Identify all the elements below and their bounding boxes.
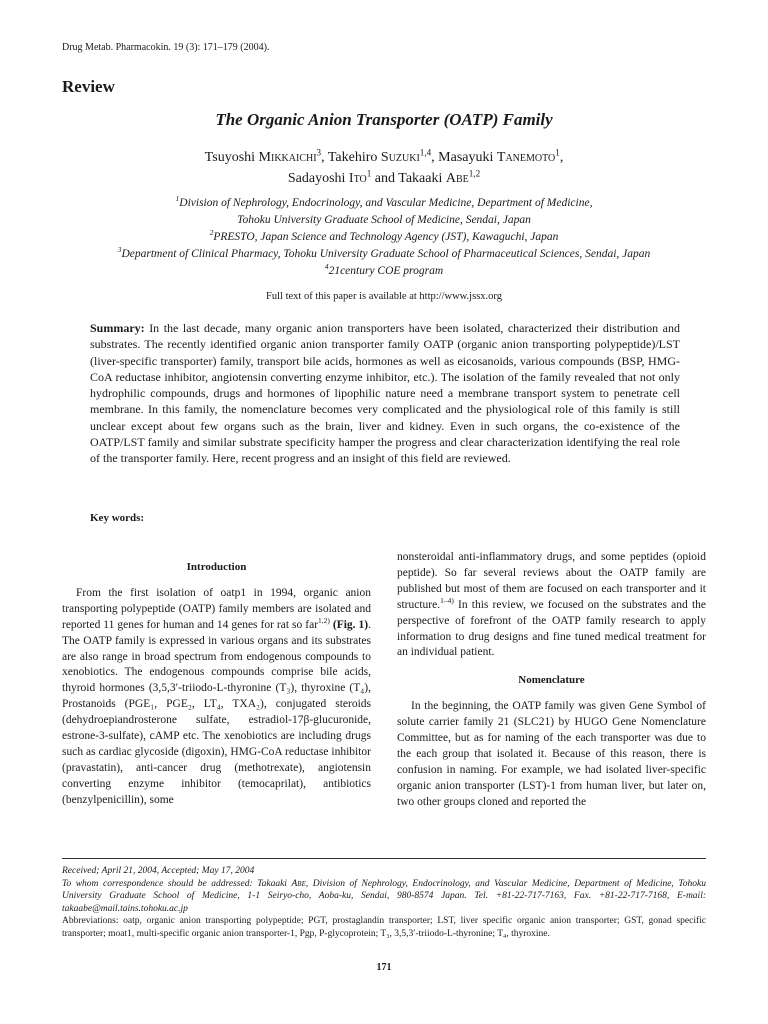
fulltext-notice: Full text of this paper is available at http://www.jssx.org bbox=[266, 291, 502, 302]
footnote-divider bbox=[62, 858, 706, 859]
author-family: Suzuki bbox=[380, 150, 420, 165]
nomenclature-paragraph: In the beginning, the OATP family was given Gene Symbol of solute carrier family 21 (SLC21) by HUGO Gene Nomenclature Committee, but as for naming of the each transporter was due to the each group that isolated it. Because of this reason, there is confusion in naming. For example, we had isolated liver-specific organic anion transporter (LST)-1 from human liver, but later on, two other groups cloned and reported the bbox=[397, 700, 706, 808]
citation-ref: 1–4) bbox=[440, 595, 454, 605]
author-sup: 1,2 bbox=[468, 168, 481, 179]
correspondence bbox=[62, 878, 706, 916]
right-column bbox=[397, 550, 706, 811]
author-given: Takaaki bbox=[398, 171, 446, 186]
author-given: Sadayoshi bbox=[287, 171, 349, 186]
author-family: Mikkaichi bbox=[258, 150, 317, 165]
author-family: Abe bbox=[445, 171, 469, 186]
summary-text: In the last decade, many organic anion transporters have been isolated, characterized their distribution and substrates. The recently identified organic anion transporter family OATP (organic anion transporting polypeptide)/LST (liver-specific transporter) family, transport bile acids, hormones as well as eicosanoids, various compounds (BSP, HMG-CoA reductase inhibitor, angiotensin converting enzyme inhibitor, etc.). The isolation of the family revealed that not only hydrophilic compounds, drugs and hormones of lipophilic nature need a membrane transport system to penetrate cell membrane. In this family, the nomenclature becomes very complicated and the physiological role of this family is still unclear except about few organs such as the brain, liver and kidney. Even in such organs, the co-existence of the OATP/LST family and similar substrate specificity hamper the progress and clear characterization identifying the real role of the transporter family. Here, recent progress and an insight of this field are reviewed. bbox=[90, 321, 680, 466]
correspondence-family: Abe bbox=[291, 878, 306, 889]
author-line-2 bbox=[0, 168, 768, 187]
affiliation-text: 21century COE program bbox=[328, 265, 444, 277]
summary-label: Summary: bbox=[90, 321, 145, 335]
left-column bbox=[62, 560, 371, 809]
author-sup: 3 bbox=[316, 147, 322, 158]
intro-text: In this review, we focused on the substrates and the perspective of forefront of the OATP family research to apply information to drug designs and fine tuned medical treatment for an individual patient. bbox=[397, 598, 706, 659]
journal-citation: Drug Metab. Pharmacokin. 19 (3): 171–179 (2004). bbox=[62, 42, 270, 53]
received-dates: Received; April 21, 2004, Accepted; May 17, 2004 bbox=[62, 866, 255, 876]
affiliation bbox=[0, 229, 768, 246]
correspondence-label: To whom correspondence should be addressed bbox=[62, 878, 250, 889]
intro-continued-paragraph bbox=[397, 550, 706, 661]
figure-ref: (Fig. 1) bbox=[329, 618, 369, 631]
intro-text: . The OATP family is expressed in various organs and its substrates are also range in broad spectrum from endogenous compounds to xenobiotics. The endogenous compounds comprise bile acids, thyroid hormones (3,5,3′-triiodo-L-thyronine (T₃), thyroxine (T₄), Prostanoids (PGE₁, PGE₂, LT₄, TXA₂), conjugated steroids (dehydroepiandrosterone sulfate, estradiol-17β-glucuronide, estrone-3-sulfate), cAMP etc. The xenobiotics are including drugs such as cardiac glycoside (digoxin), HMG-CoA reductase inhibitor (pravastatin), anti-cancer drug (methotrexate), angiotensin converting enzyme inhibitor (temocaprilat), antibiotics (benzylpenicillin), some bbox=[62, 618, 371, 806]
article-type: Review bbox=[62, 77, 115, 96]
section-heading-nomenclature: Nomenclature bbox=[518, 674, 585, 687]
correspondence-details: , Division of Nephrology, Endocrinology, and Vascular Medicine, Department of Medicine, Tohoku University Graduate School of Medicine, 1-1 Seiryo-cho, Aoba-ku, Sendai, 980-8574 Japan. Tel. +81-22-717-7163, Fax. +81-22-717-7168, E-mail: takaabe@mail.tains.tohoku.ac.jp bbox=[62, 878, 706, 914]
affiliation-num: 4 bbox=[324, 262, 329, 272]
section-heading-introduction: Introduction bbox=[186, 561, 247, 573]
page-number: 171 bbox=[376, 962, 392, 973]
affiliation-num: 2 bbox=[209, 228, 214, 238]
affiliation bbox=[0, 263, 768, 280]
affiliation-text: Division of Nephrology, Endocrinology, and Vascular Medicine, Department of Medicine, bbox=[179, 197, 593, 209]
summary bbox=[90, 320, 680, 467]
affiliation bbox=[0, 212, 768, 229]
affiliation-text: Department of Clinical Pharmacy, Tohoku University Graduate School of Pharmaceutical Sciences, Sendai, Japan bbox=[121, 248, 651, 260]
footnotes bbox=[62, 865, 706, 941]
keywords-label: Key words: bbox=[90, 512, 145, 524]
affiliation-text: Tohoku University Graduate School of Medicine, Sendai, Japan bbox=[237, 214, 531, 226]
author-given: Tsuyoshi bbox=[204, 150, 259, 165]
intro-text: nonsteroidal anti-inflammatory drugs, and some peptides (opioid peptide). So far several reviews about the OATP family are published but most of them are focused on each transporter and it structure. bbox=[397, 551, 706, 611]
affiliation-text: PRESTO, Japan Science and Technology Agency (JST), Kawaguchi, Japan bbox=[213, 231, 559, 243]
abbreviations: Abbreviations: oatp, organic anion transporting polypeptide; PGT, prostaglandin transporter; LST, liver specific organic anion transporter; GST, gonad specific transporter; moat1, multi-specific organic anion transporter-1, Pgp, P-glycoprotein; T₃, 3,5,3′-triiodo-L-thyronine; T₄, thyroxine. bbox=[62, 916, 706, 939]
affiliations bbox=[0, 195, 768, 280]
author-sup: 1,4 bbox=[419, 147, 432, 158]
author-line-1: Tsuyoshi Mikkaichi$^3$, Takehiro Suzuki$^{1,4}$, Masayuki Tanemoto$^1$, bbox=[204, 147, 564, 165]
author-sup: 1 bbox=[366, 168, 372, 179]
affiliation-num: 1 bbox=[175, 194, 180, 204]
affiliation bbox=[0, 246, 768, 263]
author-and: and bbox=[371, 171, 399, 186]
paper-title: The Organic Anion Transporter (OATP) Family bbox=[215, 110, 553, 129]
correspondence-given: : Takaaki bbox=[249, 878, 292, 889]
author-family: Tanemoto bbox=[496, 150, 556, 165]
author-sup: 1 bbox=[555, 147, 560, 158]
intro-paragraph bbox=[62, 586, 371, 809]
author-family: Ito bbox=[348, 171, 367, 186]
author-given: Masayuki bbox=[438, 150, 497, 165]
author-given: Takehiro bbox=[327, 150, 381, 165]
affiliation-num: 3 bbox=[117, 245, 122, 255]
citation-ref: 1,2) bbox=[318, 615, 330, 625]
intro-text: From the first isolation of oatp1 in 1994, organic anion transporting polypeptide (OATP) family members are isolated and reported 11 genes for human and 14 genes for rat so far bbox=[62, 586, 371, 631]
affiliation bbox=[0, 195, 768, 212]
